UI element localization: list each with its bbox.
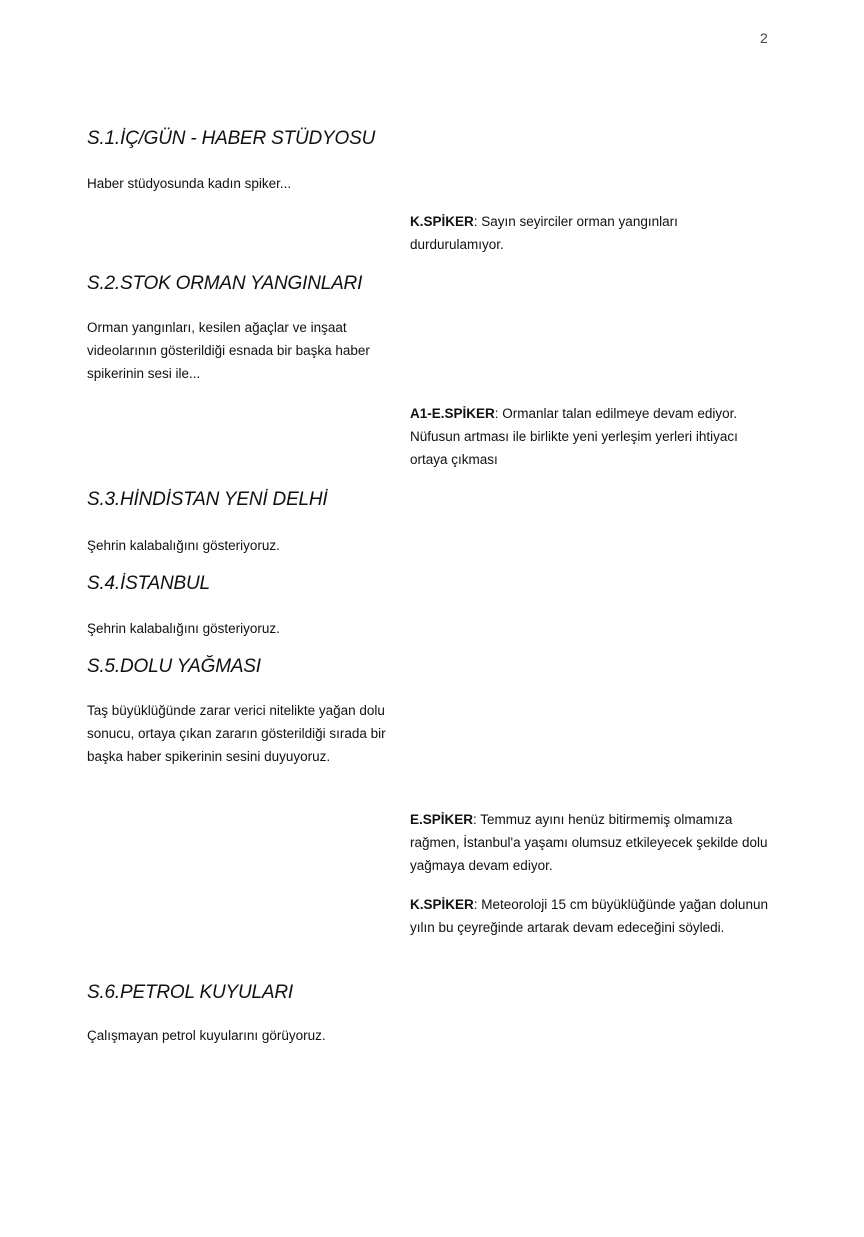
dialogue-text: : Meteoroloji 15 cm büyüklüğünde yağan dolunun yılın bu çeyreğinde artarak devam edeceğini söyledi. [410, 897, 768, 935]
scene-heading-5: S.5.DOLU YAĞMASI [87, 656, 261, 677]
speaker-name: K.SPİKER [410, 214, 474, 229]
scene-heading-1: S.1.İÇ/GÜN - HABER STÜDYOSU [87, 128, 376, 149]
speaker-name: K.SPİKER [410, 897, 474, 912]
action-text-3: Şehrin kalabalığını gösteriyoruz. [87, 538, 280, 553]
action-text-2: Orman yangınları, kesilen ağaçlar ve inşaat videolarının gösterildiği esnada bir başka haber spikerinin sesi ile... [87, 320, 370, 381]
speaker-name: E.SPİKER [410, 812, 474, 827]
action-text-1: Haber stüdyosunda kadın spiker... [87, 176, 292, 191]
page-number: 2 [760, 30, 768, 46]
scene-heading-2: S.2.STOK ORMAN YANGINLARI [87, 273, 363, 294]
scene-heading-6: S.6.PETROL KUYULARI [87, 982, 293, 1003]
scene-heading-3: S.3.HİNDİSTAN YENİ DELHİ [87, 489, 328, 510]
dialogue-2 [410, 402, 778, 471]
action-text-5: Taş büyüklüğünde zarar verici nitelikte yağan dolu sonucu, ortaya çıkan zararın gösterildiği sırada bir başka haber spikerinin sesini duyuyoruz. [87, 703, 386, 764]
action-text-4: Şehrin kalabalığını gösteriyoruz. [87, 621, 280, 636]
dialogue-text: : Ormanlar talan edilmeye devam ediyor. Nüfusun artması ile birlikte yeni yerleşim yerleri ihtiyacı ortaya çıkması [410, 406, 738, 467]
dialogue-text: : Sayın seyirciler orman yangınları durdurulamıyor. [410, 214, 678, 252]
dialogue-1 [410, 210, 710, 256]
action-text-6: Çalışmayan petrol kuyularını görüyoruz. [87, 1028, 326, 1043]
dialogue-text: : Temmuz ayını henüz bitirmemiş olmamıza rağmen, İstanbul'a yaşamı olumsuz etkileyecek şekilde dolu yağmaya devam ediyor. [410, 812, 768, 873]
dialogue-3 [410, 808, 778, 877]
speaker-name: A1-E.SPİKER [410, 406, 495, 421]
scene-heading-4: S.4.İSTANBUL [87, 573, 210, 594]
dialogue-4 [410, 893, 778, 939]
